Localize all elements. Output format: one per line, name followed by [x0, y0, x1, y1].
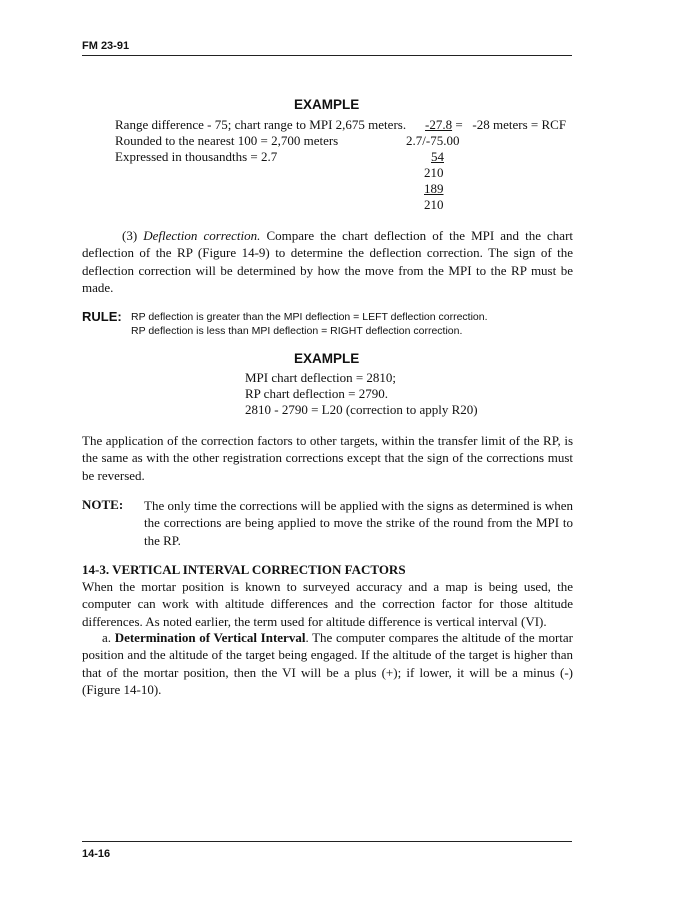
- example-line: Expressed in thousandths = 2.7: [115, 149, 278, 164]
- footer-rule: [82, 841, 572, 842]
- paragraph-subject: Deflection correction.: [143, 228, 261, 243]
- rule-label: RULE:: [82, 309, 122, 324]
- rule-line: RP deflection is greater than the MPI deflection = LEFT deflection correction.: [131, 311, 488, 323]
- paragraph-application: The application of the correction factors to other targets, within the transfer limit of the RP, is the same as with the other registration corrections except that the sign of the corrections must be reversed.: [82, 433, 573, 483]
- example-line: RP chart deflection = 2790.: [245, 386, 388, 401]
- example-line: MPI chart deflection = 2810;: [245, 370, 397, 385]
- subsection-vertical-interval: [82, 629, 573, 699]
- subsection-label: a.: [102, 630, 112, 645]
- calc-step: 54: [431, 149, 444, 164]
- example-title: EXAMPLE: [294, 351, 360, 366]
- example-line: 2810 - 2790 = L20 (correction to apply R20): [245, 402, 478, 417]
- subsection-title: Determination of Vertical Interval: [114, 630, 306, 645]
- calc-step: 189: [424, 181, 444, 196]
- note-text: The only time the corrections will be applied with the signs as determined is when the corrections are being applied to move the strike of the round from the MPI to the RP.: [144, 498, 573, 548]
- manual-id: FM 23-91: [82, 40, 130, 52]
- rule-line: RP deflection is less than MPI deflection = RIGHT deflection correction.: [131, 325, 463, 337]
- paragraph-deflection-correction: [82, 227, 573, 297]
- calc-quotient-value: -27.8: [425, 117, 453, 132]
- calc-step: 210: [424, 165, 444, 180]
- example-line: Rounded to the nearest 100 = 2,700 meters: [115, 133, 339, 148]
- example-line: Range difference - 75; chart range to MPI 2,675 meters.: [115, 117, 407, 132]
- calc-division: 2.7/-75.00: [406, 133, 460, 148]
- section-paragraph: When the mortar position is known to surveyed accuracy and a map is being used, the computer can work with altitude differences and the correction factor for those altitude differences. As noted earlier, the term used for altitude difference is vertical interval (VI).: [82, 579, 573, 629]
- header-rule: [82, 55, 572, 56]
- page-number: 14-16: [82, 848, 111, 860]
- note-label: NOTE:: [82, 497, 124, 512]
- example-title: EXAMPLE: [294, 97, 360, 112]
- calc-result: = -28 meters = RCF: [455, 117, 567, 132]
- section-heading: 14-3. VERTICAL INTERVAL CORRECTION FACTORS: [82, 562, 406, 577]
- subsection-body: . The computer compares the altitude of the mortar position and the altitude of the target being engaged. If the altitude of the target is higher than that of the mortar position, then the VI will be a plus (+); if lower, it will be a minus (-) (Figure 14-10).: [82, 630, 573, 698]
- calc-quotient: [425, 116, 566, 133]
- paragraph-body: Compare the chart deflection of the MPI and the chart deflection of the RP (Figure 14-9) to determine the deflection correction. The sign of the deflection correction will be determined by how the move from the MPI to the RP must be made.: [82, 228, 574, 296]
- paragraph-number: (3): [122, 228, 138, 243]
- calc-step: 210: [424, 197, 444, 212]
